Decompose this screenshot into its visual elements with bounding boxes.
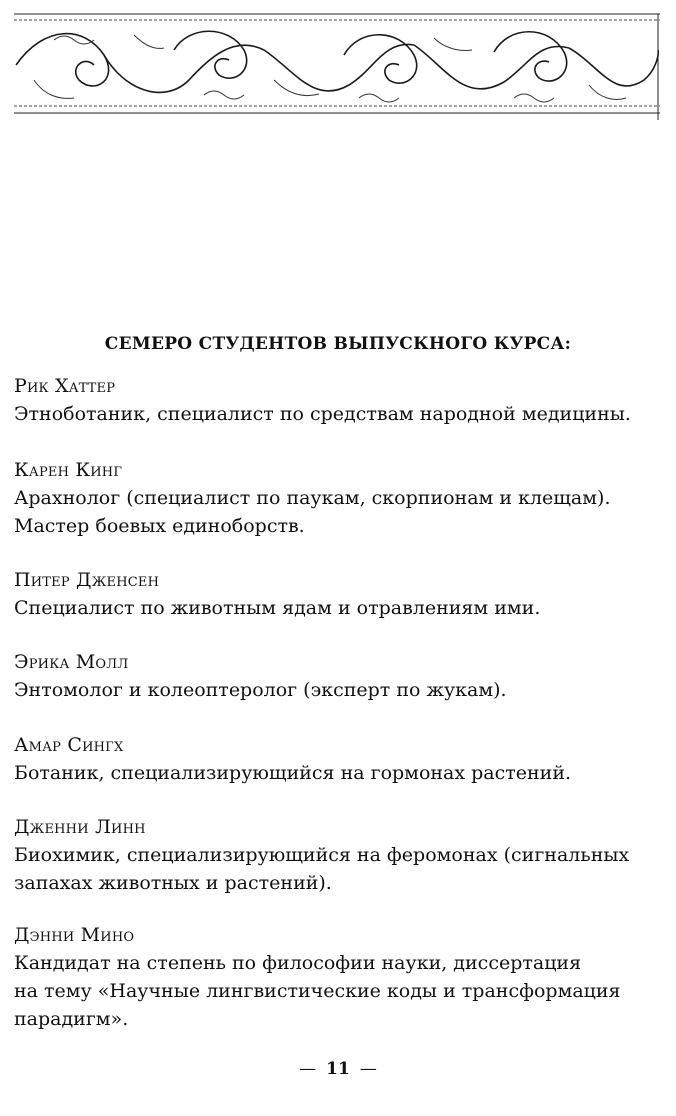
- entry-desc-line: Ботаник, специализирующийся на гормонах растений.: [14, 762, 572, 784]
- entry-peter: [14, 566, 666, 622]
- entry-danny: [14, 921, 666, 1033]
- decorative-header-ornament: [14, 10, 660, 120]
- entry-name: Дэнни Мино: [14, 924, 135, 946]
- entry-desc-line: Кандидат на степень по философии науки, диссертация: [14, 952, 582, 974]
- entry-name: Эрика Молл: [14, 651, 129, 673]
- page-heading: СЕМЕРО СТУДЕНТОВ ВЫПУСКНОГО КУРСА:: [104, 334, 572, 354]
- entry-desc-line: Энтомолог и колеоптеролог (эксперт по жукам).: [14, 679, 507, 701]
- footer-dash-left: —: [299, 1059, 317, 1079]
- entry-name: Рик Хаттер: [14, 375, 116, 397]
- entry-name: Питер Дженсен: [14, 569, 160, 591]
- entry-desc-line: Мастер боевых единоборств.: [14, 515, 305, 537]
- entry-desc-line: на тему «Научные лингвистические коды и трансформация: [14, 980, 621, 1002]
- page-number: 11: [326, 1059, 350, 1079]
- entry-desc-line: парадигм».: [14, 1008, 129, 1030]
- entry-karen: [14, 456, 666, 540]
- entry-name: Карен Кинг: [14, 459, 123, 481]
- entry-erika: [14, 648, 666, 704]
- entry-desc-line: Арахнолог (специалист по паукам, скорпионам и клещам).: [14, 487, 611, 509]
- entry-desc-line: Этноботаник, специалист по средствам народной медицины.: [14, 403, 631, 425]
- entry-desc-line: Биохимик, специализирующийся на феромонах (сигнальных: [14, 844, 630, 866]
- entry-rick: [14, 372, 666, 428]
- page-number-footer: [0, 1059, 676, 1079]
- entry-desc-line: запахах животных и растений).: [14, 872, 332, 894]
- entry-name: Амар Сингх: [14, 734, 124, 756]
- entry-amar: [14, 731, 666, 787]
- footer-dash-right: —: [359, 1059, 377, 1079]
- entry-desc-line: Специалист по животным ядам и отравлениям ими.: [14, 597, 541, 619]
- entry-name: Дженни Линн: [14, 816, 146, 838]
- entry-jenny: [14, 813, 666, 897]
